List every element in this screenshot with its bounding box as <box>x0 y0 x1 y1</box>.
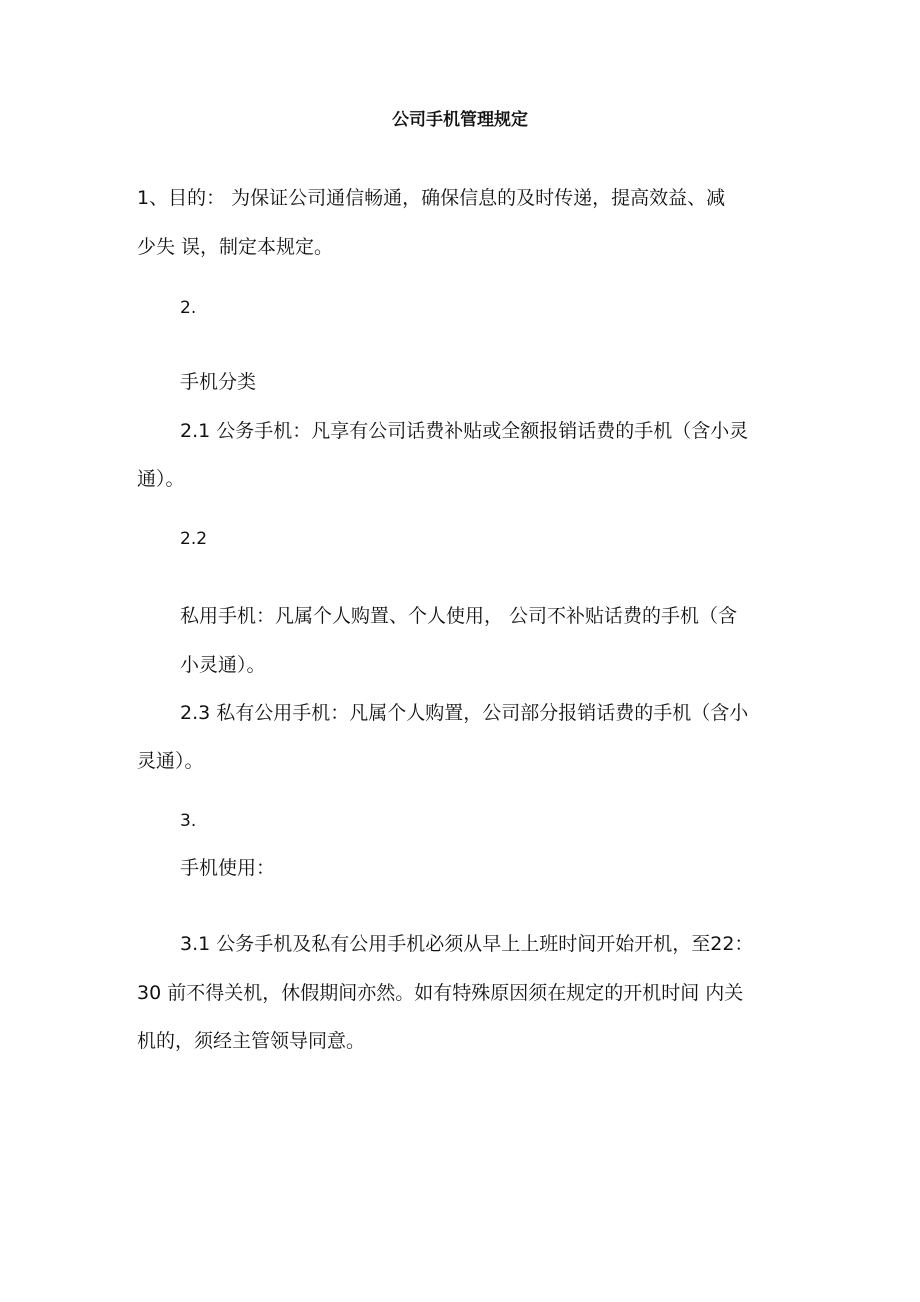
section-2-number: 2. <box>180 298 197 318</box>
section-3-heading: 手机使用： <box>180 857 276 879</box>
section-2-1-line-1: 2.1 公务手机：凡享有公司话费补贴或全额报销话费的手机（含小灵 <box>180 420 749 442</box>
document-title: 公司手机管理规定 <box>392 110 528 130</box>
section-2-1-line-2: 通）。 <box>137 468 185 490</box>
section-3-number: 3. <box>180 811 197 831</box>
section-3-1-line-3: 机的，须经主管领导同意。 <box>137 1030 366 1052</box>
section-2-3-line-2: 灵通）。 <box>137 750 204 772</box>
section-1-line-1: 1、目的： 为保证公司通信畅通，确保信息的及时传递，提高效益、减 <box>137 187 726 209</box>
section-3-1-line-2: 30 前不得关机，休假期间亦然。如有特殊原因须在规定的开机时间 内关 <box>137 982 744 1004</box>
section-2-3-line-1: 2.3 私有公用手机：凡属个人购置，公司部分报销话费的手机（含小 <box>180 702 749 724</box>
section-3-1-line-1: 3.1 公务手机及私有公用手机必须从早上上班时间开始开机，至22： <box>180 933 754 955</box>
section-1-line-2: 少失 误，制定本规定。 <box>137 236 334 258</box>
section-2-2-number: 2.2 <box>180 529 208 549</box>
section-2-2-line-1: 私用手机：凡属个人购置、个人使用， 公司不补贴话费的手机（含 <box>180 605 738 627</box>
section-2-2-line-2: 小灵通）。 <box>180 654 266 676</box>
section-2-heading: 手机分类 <box>180 371 257 393</box>
